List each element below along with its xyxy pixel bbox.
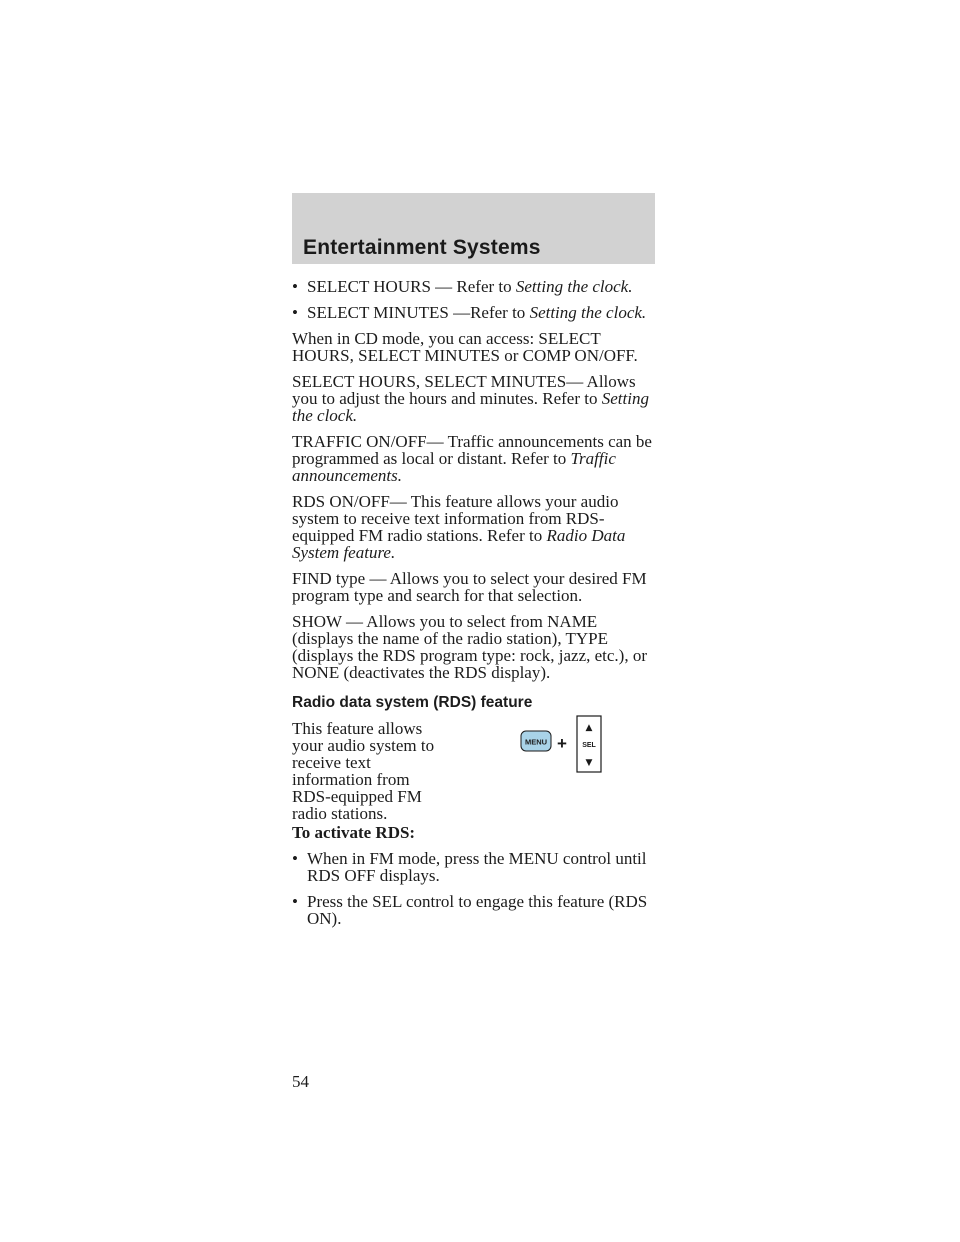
paragraph-cd-mode: When in CD mode, you can access: SELECT HOURS, SELECT MINUTES or COMP ON/OFF. [292,329,638,365]
cross-reference: Radio Data System feature. [292,526,626,562]
page-header-title: Entertainment Systems [303,236,541,259]
bullet-glyph: • [292,277,298,296]
cross-reference: Setting the clock. [292,389,649,425]
step-text: Press the SEL control to engage this feature (RDS ON). [307,892,648,928]
step-item [292,850,660,884]
down-arrow-icon: ▼ [585,758,593,768]
section-heading: Radio data system (RDS) feature [292,694,533,711]
cross-reference: Traffic announcements. [292,449,616,485]
step-text: When in FM mode, press the MENU control until RDS OFF displays. [307,849,647,885]
page-number: 54 [292,1072,309,1091]
plus-icon: + [557,734,567,753]
paragraph-find-type: FIND type — Allows you to select your desired FM program type and search for that selection. [292,569,647,605]
bullet-glyph: • [292,892,298,911]
cross-reference: Setting the clock. [515,277,633,296]
paragraph-rds-onoff: RDS ON/OFF— This feature allows your audio system to receive text information from RDS-equipped FM radio stations. Refer to Radio Data System feature. [292,492,626,562]
step-item [292,893,660,927]
paragraph-select-hours: SELECT HOURS, SELECT MINUTES— Allows you to adjust the hours and minutes. Refer to Setting the clock. [292,372,649,425]
sel-control-label: SEL [582,742,596,749]
menu-button-label: MENU [524,737,548,747]
paragraph-show: SHOW — Allows you to select from NAME (displays the name of the radio station), TYPE (displays the RDS program type: rock, jazz, etc.), or NONE (deactivates the RDS display). [292,612,648,682]
bullet-glyph: • [292,849,298,868]
up-arrow-icon: ▲ [585,723,593,733]
cross-reference: Setting the clock. [529,303,647,322]
paragraph-traffic: TRAFFIC ON/OFF— Traffic announcements can be programmed as local or distant. Refer to Traffic announcements. [292,432,652,485]
rds-intro: This feature allows your audio system to receive text information from RDS-equipped FM radio stations. [292,719,435,823]
bullet-glyph: • [292,303,298,322]
bullet-select-hours [292,278,660,295]
bullet-text: SELECT HOURS — Refer to [307,277,516,296]
bullet-select-minutes [292,304,660,321]
page-content [292,278,660,936]
activate-rds-subheading: To activate RDS: [292,823,416,842]
bullet-text: SELECT MINUTES —Refer to [307,303,530,322]
rds-intro-row [292,719,660,823]
menu-sel-controls-illustration [520,715,605,775]
